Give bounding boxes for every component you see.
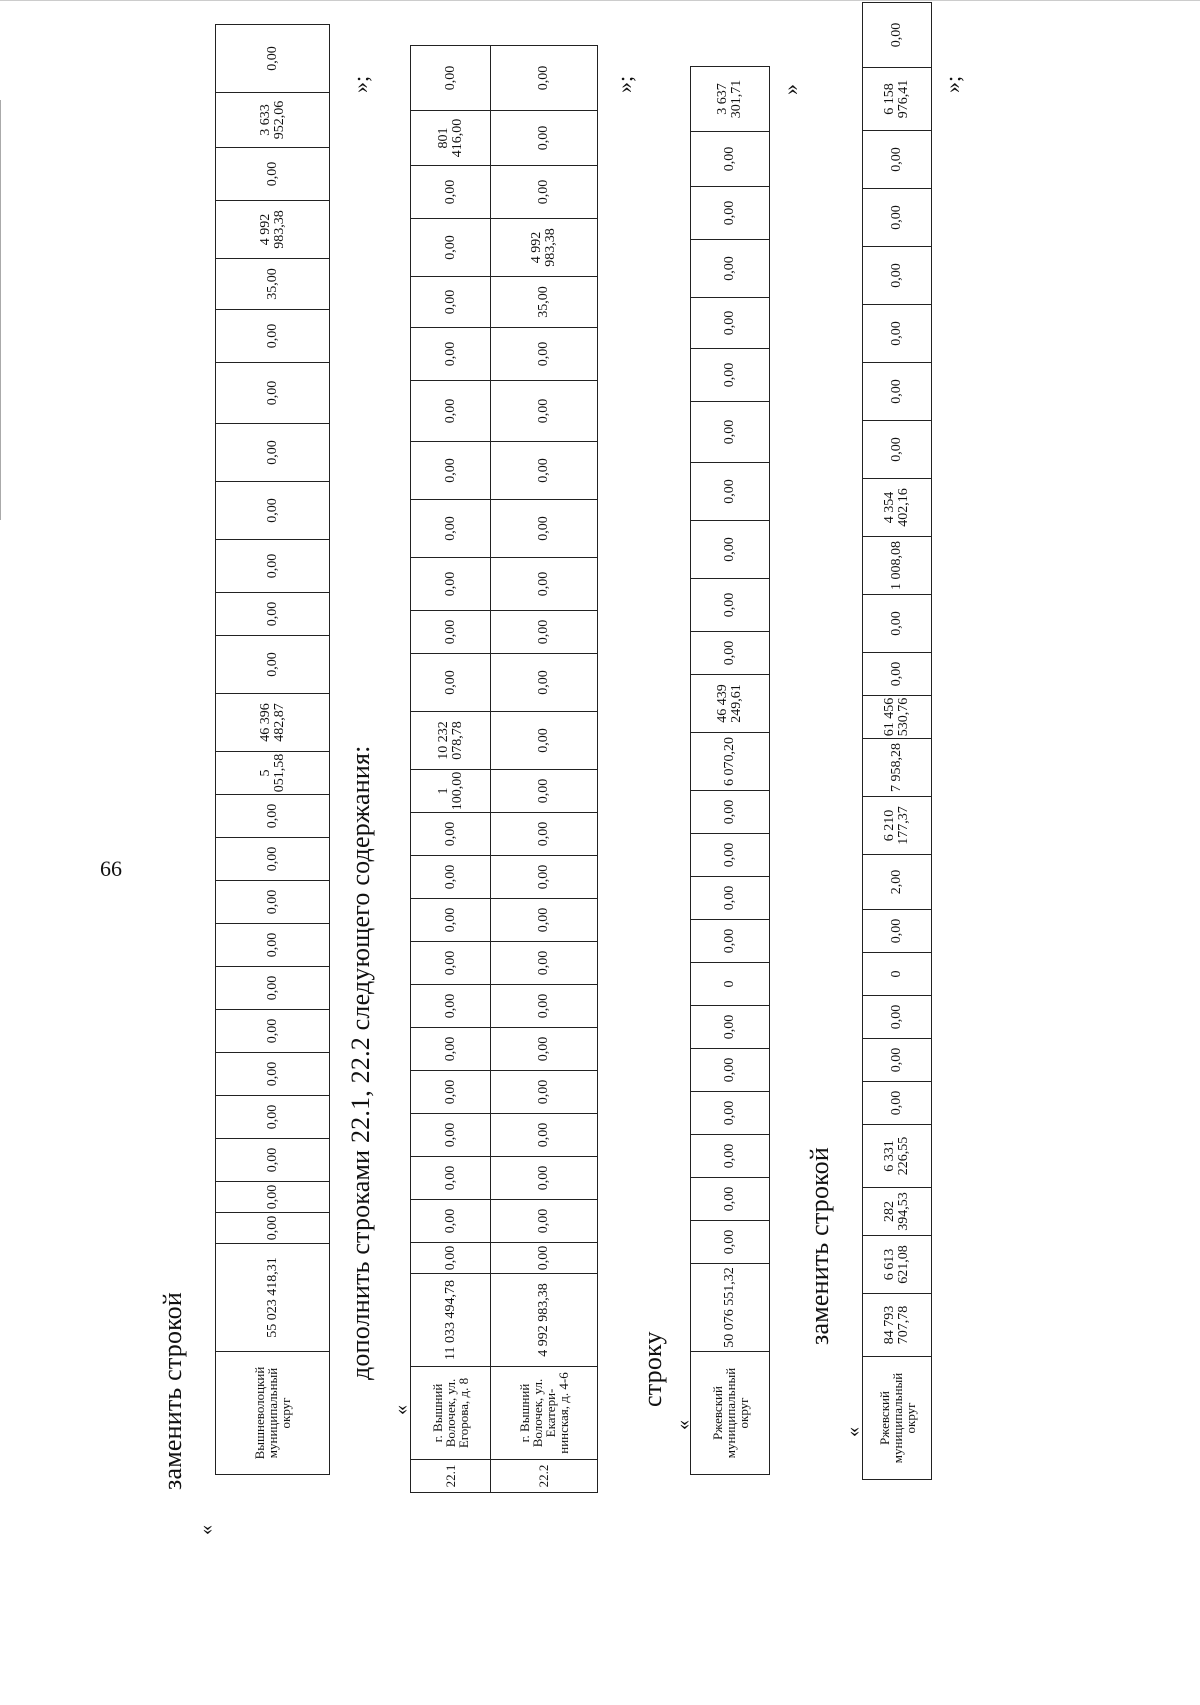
table-cell: 0,00: [491, 500, 598, 558]
table-cell: 0,00: [216, 540, 330, 593]
table-cell: 0,00: [863, 131, 932, 189]
table-rzhevsky-old: [690, 66, 770, 1475]
heading-add-rows: дополнить строками 22.1, 22.2 следующего содержания:: [346, 745, 375, 1380]
table-cell: 22.2: [491, 1460, 598, 1493]
open-quote-3: «: [672, 1420, 694, 1430]
table-cell: 4 992 983,38: [491, 1274, 598, 1367]
table-cell: 0,00: [691, 920, 770, 963]
close-quote-4: »;: [940, 75, 965, 93]
table-cell: 0,00: [491, 712, 598, 770]
table-cell: 0,00: [691, 1049, 770, 1092]
table-cell: 0,00: [691, 877, 770, 920]
table-cell: 0,00: [491, 1157, 598, 1200]
table-cell: 0,00: [216, 1213, 330, 1244]
table-cell: 0,00: [691, 834, 770, 877]
table-cell: 61 456 530,76: [863, 696, 932, 739]
table-cell: 0,00: [491, 1200, 598, 1243]
table-cell: 0,00: [491, 1114, 598, 1157]
table-cell: 46 439 249,61: [691, 675, 770, 733]
table-cell: 2,00: [863, 855, 932, 910]
table-cell: 0,00: [411, 219, 491, 277]
table-cell: 0,00: [411, 442, 491, 500]
table-cell: 0,00: [411, 1114, 491, 1157]
table-cell: 0,00: [691, 402, 770, 463]
table-cell: 0,00: [411, 985, 491, 1028]
table-cell: 4 992 983,38: [216, 201, 330, 259]
table-cell: 6 210 177,37: [863, 797, 932, 855]
table-cell: 6 158 976,41: [863, 68, 932, 131]
table-cell: 282 394,53: [863, 1188, 932, 1236]
table-cell: 0,00: [863, 247, 932, 305]
table-cell: 0,00: [216, 881, 330, 924]
table-cell: 4 992 983,38: [491, 219, 598, 277]
table-cell: 0,00: [691, 1092, 770, 1135]
heading-replace-2: заменить строкой: [805, 1147, 834, 1345]
table-cell: 55 023 418,31: [216, 1244, 330, 1352]
table-cell: 0,00: [216, 310, 330, 363]
table-cell: 0,00: [411, 1200, 491, 1243]
open-quote-1: «: [195, 1525, 217, 1535]
table-cell: 0,00: [216, 838, 330, 881]
table-cell: 11 033 494,78: [411, 1274, 491, 1367]
table-cell: 0,00: [691, 632, 770, 675]
table-cell: 0,00: [491, 813, 598, 856]
table-cell: 0,00: [691, 187, 770, 240]
table-cell: 0,00: [491, 46, 598, 111]
table-cell: 801 416,00: [411, 111, 491, 166]
table-cell: 0,00: [411, 328, 491, 381]
table-cell: 0,00: [216, 482, 330, 540]
table-cell: 6 070,20: [691, 733, 770, 791]
table-cell: 0,00: [411, 500, 491, 558]
table-cell: 84 793 707,78: [863, 1294, 932, 1357]
table-cell: 46 396 482,87: [216, 694, 330, 752]
table-cell: 10 232 078,78: [411, 712, 491, 770]
table-vyshnevolotsky: [215, 24, 330, 1475]
table-added-rows: [410, 45, 598, 1493]
close-quote-2: »;: [612, 75, 637, 93]
table-cell: 0,00: [411, 166, 491, 219]
table-cell: 0,00: [863, 996, 932, 1039]
table-cell: 0,00: [491, 1071, 598, 1114]
table-cell: 5 051,58: [216, 752, 330, 795]
table-cell: 0,00: [411, 46, 491, 111]
table-cell: 0,00: [411, 381, 491, 442]
heading-row: строку: [638, 1331, 667, 1407]
table-cell: 0,00: [863, 363, 932, 421]
table-cell: 0,00: [491, 899, 598, 942]
table-cell: 6 331 226,55: [863, 1125, 932, 1188]
table-cell: 0: [691, 963, 770, 1006]
table-cell: 0,00: [216, 1010, 330, 1053]
table-cell: 0,00: [691, 1178, 770, 1221]
table-cell: 0,00: [491, 770, 598, 813]
table-cell: 0,00: [491, 381, 598, 442]
table-cell: 0,00: [216, 148, 330, 201]
table-rzhevsky-new: [862, 2, 932, 1480]
table-cell: 0,00: [411, 942, 491, 985]
close-quote-3: »: [778, 84, 803, 95]
table-cell: 0,00: [691, 240, 770, 298]
table-cell: 0,00: [216, 593, 330, 636]
page-number: 66: [100, 856, 122, 881]
table-cell: 0,00: [411, 1157, 491, 1200]
table-cell: 0,00: [491, 1243, 598, 1274]
table-cell: 0,00: [691, 1221, 770, 1264]
table-cell: 0,00: [216, 1139, 330, 1182]
table-cell: 0,00: [411, 277, 491, 328]
table-cell: 0,00: [491, 856, 598, 899]
table-cell: Ржевский муниципальный округ: [863, 1357, 932, 1480]
table-cell: 0,00: [216, 795, 330, 838]
table-cell: 7 958,28: [863, 739, 932, 797]
table-cell: 1 100,00: [411, 770, 491, 813]
table-cell: 0,00: [691, 791, 770, 834]
table-cell: 0,00: [491, 111, 598, 166]
table-cell: 0,00: [863, 3, 932, 68]
table-cell: г. Вышний Волочек, ул. Екатери-нинская, д. 4-6: [491, 1367, 598, 1460]
table-cell: 0,00: [411, 558, 491, 611]
table-cell: 0,00: [491, 442, 598, 500]
table-cell: 0,00: [411, 1071, 491, 1114]
table-cell: 4 354 402,16: [863, 479, 932, 537]
table-cell: 0,00: [863, 421, 932, 479]
table-cell: 0,00: [491, 328, 598, 381]
table-cell: 0,00: [216, 25, 330, 93]
table-cell: 0,00: [691, 298, 770, 349]
table-cell: 0,00: [863, 305, 932, 363]
table-cell: 0,00: [863, 189, 932, 247]
table-cell: 0,00: [863, 910, 932, 953]
table-cell: 0: [863, 953, 932, 996]
table-cell: Ржевский муниципальный округ: [691, 1352, 770, 1475]
table-cell: 0,00: [411, 813, 491, 856]
table-cell: 0,00: [216, 424, 330, 482]
table-cell: 0,00: [691, 521, 770, 579]
table-cell: 0,00: [691, 1006, 770, 1049]
table-cell: 0,00: [411, 654, 491, 712]
table-cell: 0,00: [691, 1135, 770, 1178]
table-cell: 0,00: [863, 1039, 932, 1082]
table-cell: 0,00: [863, 653, 932, 696]
open-quote-2: «: [390, 1405, 412, 1415]
table-cell: 22.1: [411, 1460, 491, 1493]
table-cell: 0,00: [863, 595, 932, 653]
table-cell: Вышневолоцкий муниципальный округ: [216, 1352, 330, 1475]
table-cell: 0,00: [411, 1028, 491, 1071]
table-cell: г. Вышний Волочек, ул. Егорова, д. 8: [411, 1367, 491, 1460]
table-cell: 0,00: [216, 1096, 330, 1139]
open-quote-4: «: [842, 1427, 864, 1437]
table-row: [691, 67, 770, 1475]
close-quote-1: »;: [348, 75, 373, 93]
table-cell: 0,00: [491, 985, 598, 1028]
table-cell: 0,00: [491, 166, 598, 219]
table-cell: 0,00: [863, 1082, 932, 1125]
table-cell: 1 008,08: [863, 537, 932, 595]
table-cell: 0,00: [491, 611, 598, 654]
table-cell: 0,00: [411, 611, 491, 654]
heading-replace-1: заменить строкой: [158, 1292, 187, 1490]
table-cell: 3 637 301,71: [691, 67, 770, 132]
table-row: [411, 46, 491, 1493]
table-cell: 6 613 621,08: [863, 1236, 932, 1294]
table-cell: 0,00: [216, 636, 330, 694]
table-cell: 35,00: [491, 277, 598, 328]
table-cell: 0,00: [491, 558, 598, 611]
table-cell: 0,00: [216, 1182, 330, 1213]
table-cell: 0,00: [411, 856, 491, 899]
table-row: [863, 3, 932, 1480]
table-cell: 50 076 551,32: [691, 1264, 770, 1352]
table-cell: 0,00: [216, 924, 330, 967]
table-cell: 0,00: [691, 579, 770, 632]
table-cell: 0,00: [411, 1243, 491, 1274]
table-cell: 0,00: [691, 463, 770, 521]
table-cell: 0,00: [691, 132, 770, 187]
table-cell: 0,00: [216, 1053, 330, 1096]
table-cell: 3 633 952,06: [216, 93, 330, 148]
table-cell: 0,00: [491, 654, 598, 712]
table-row: [216, 25, 330, 1475]
table-cell: 35,00: [216, 259, 330, 310]
table-cell: 0,00: [491, 942, 598, 985]
table-cell: 0,00: [411, 899, 491, 942]
table-cell: 0,00: [216, 967, 330, 1010]
table-cell: 0,00: [691, 349, 770, 402]
table-row: [491, 46, 598, 1493]
table-cell: 0,00: [491, 1028, 598, 1071]
table-cell: 0,00: [216, 363, 330, 424]
